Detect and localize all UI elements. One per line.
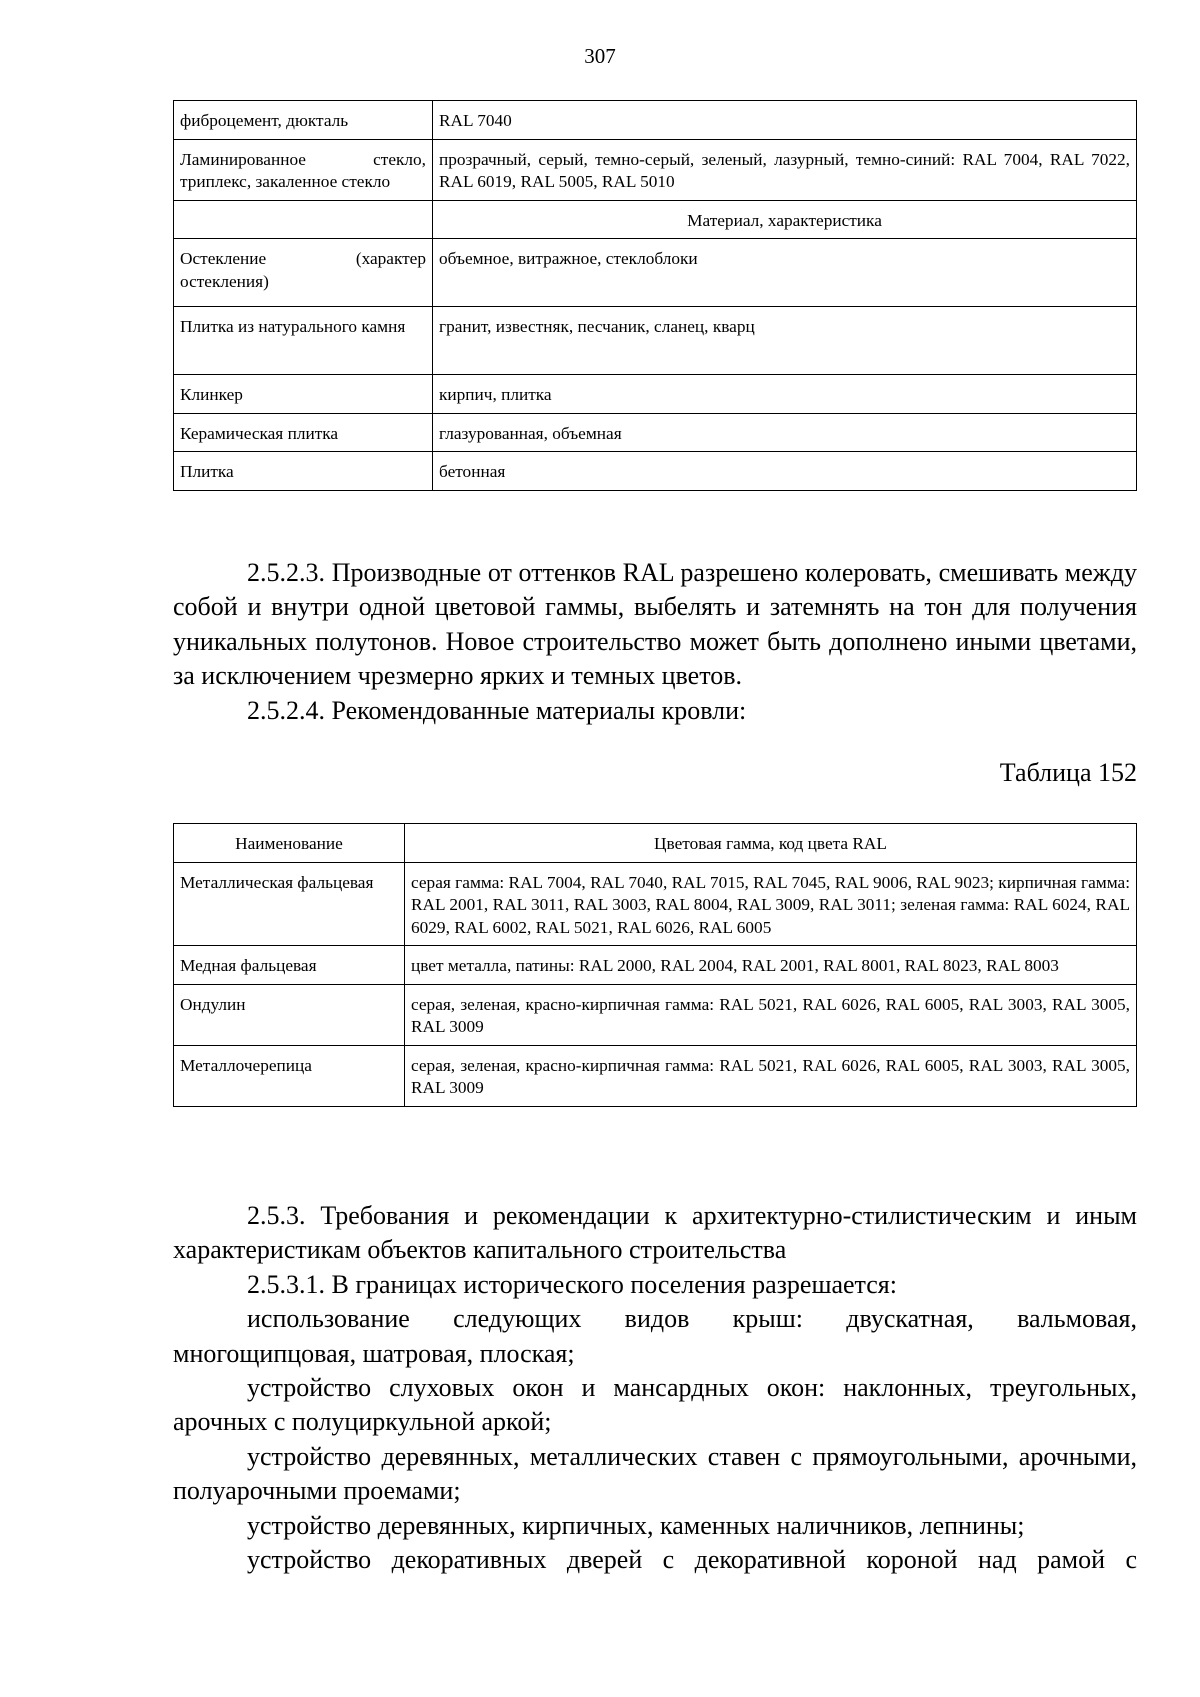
table-cell: серая гамма: RAL 7004, RAL 7040, RAL 7015, RAL 7045, RAL 9006, RAL 9023; кирпичная гамма: RAL 2001, RAL 3011, RAL 3003, RAL 8004, RAL 3009, RAL 3011; зеленая гамма: RAL 6024, RAL 6029, RAL 6002, RAL 5021, RAL 6026, RAL 6005 [405,862,1137,946]
table-row [174,1045,1137,1106]
paragraph: 2.5.2.4. Рекомендованные материалы кровли: [247,695,747,725]
table-row [174,984,1137,1045]
paragraph: устройство декоративных дверей с декоративной короной над рамой с [247,1545,1137,1575]
table-cell: кирпич, плитка [433,375,1137,414]
table-cell: Медная фальцевая [174,946,405,985]
table-cell: Металлическая фальцевая [174,862,405,946]
table-cell: бетонная [433,452,1137,491]
table-row [174,375,1137,414]
table-row [174,452,1137,491]
paragraph: 2.5.2.3. Производные от оттенков RAL разрешено колеровать, смешивать между собой и внутри одной цветовой гаммы, выбелять и затемнять на тон для получения уникальных полутонов. Новое строительство может быть дополнено иными цветами, за исключением чрезмерно ярких и темных цветов. [173,558,1137,691]
page-number: 307 [584,44,616,68]
paragraph: устройство слуховых окон и мансардных окон: наклонных, треугольных, арочных с полуциркульной аркой; [173,1373,1137,1437]
table-row [174,239,1137,307]
table-header-row [174,824,1137,863]
materials-table [173,100,1137,491]
table-cell: серая, зеленая, красно-кирпичная гамма: RAL 5021, RAL 6026, RAL 6005, RAL 3003, RAL 3005, RAL 3009 [405,984,1137,1045]
table-cell: Металлочерепица [174,1045,405,1106]
table-cell: Ондулин [174,984,405,1045]
table-cell: Клинкер [174,375,433,414]
table-row [174,101,1137,140]
column-header: Наименование [174,824,405,863]
table-cell [174,200,433,239]
paragraph: 2.5.3.1. В границах исторического поселения разрешается: [247,1269,897,1299]
table-cell: глазурованная, объемная [433,413,1137,452]
roofing-table [173,823,1137,1107]
table-row [174,862,1137,946]
paragraph: 2.5.3. Требования и рекомендации к архитектурно-стилистическим и иным характеристикам объектов капитального строительства [173,1201,1137,1265]
table-cell: объемное, витражное, стеклоблоки [433,239,1137,307]
text-block-requirements [173,1199,1137,1577]
table-cell: Остекление (характер остекления) [174,239,433,307]
table-row [174,413,1137,452]
table-cell: прозрачный, серый, темно-серый, зеленый, лазурный, темно-синий: RAL 7004, RAL 7022, RAL 6019, RAL 5005, RAL 5010 [433,139,1137,200]
table-cell: серая, зеленая, красно-кирпичная гамма: RAL 5021, RAL 6026, RAL 6005, RAL 3003, RAL 3005, RAL 3009 [405,1045,1137,1106]
table-caption: Таблица 152 [999,758,1137,787]
table-row [174,307,1137,375]
table-cell: Керамическая плитка [174,413,433,452]
column-header: Цветовая гамма, код цвета RAL [405,824,1137,863]
table-row [174,946,1137,985]
table-cell: Плитка из натурального камня [174,307,433,375]
table-cell: Ламинированное стекло, триплекс, закаленное стекло [174,139,433,200]
paragraph: использование следующих видов крыш: двускатная, вальмовая, многощипцовая, шатровая, плоская; [173,1304,1137,1368]
table-cell: Плитка [174,452,433,491]
table-cell: цвет металла, патины: RAL 2000, RAL 2004, RAL 2001, RAL 8001, RAL 8023, RAL 8003 [405,946,1137,985]
text-block-colors [173,556,1137,728]
table-cell: гранит, известняк, песчаник, сланец, кварц [433,307,1137,375]
table-row [174,139,1137,200]
table-cell: фиброцемент, дюкталь [174,101,433,140]
table-row [174,200,1137,239]
paragraph: устройство деревянных, металлических ставен с прямоугольными, арочными, полуарочными проемами; [173,1441,1137,1506]
table-cell: Материал, характеристика [433,200,1137,239]
table-cell: RAL 7040 [433,101,1137,140]
paragraph: устройство деревянных, кирпичных, каменных наличников, лепнины; [247,1510,1025,1540]
